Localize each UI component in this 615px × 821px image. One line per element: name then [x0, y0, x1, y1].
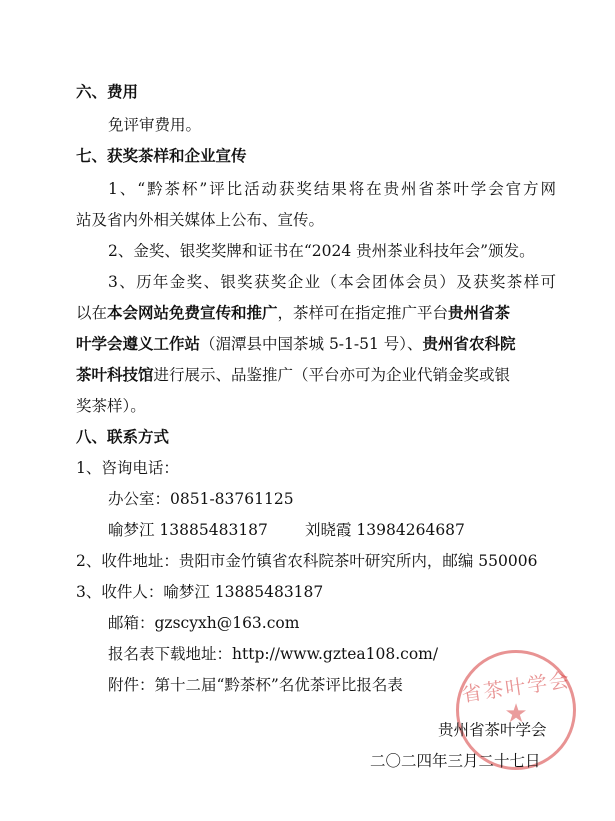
p3-line3-text-b: （湄潭县中国茶城 5-1-51 号）、 — [200, 335, 423, 353]
p3-line4-text-b: 进行展示、品鉴推广（平台亦可为企业代销金奖或银 — [153, 366, 511, 384]
p3-line3-bold-academy: 贵州省农科院 — [422, 334, 516, 353]
contact-email: 邮箱：gzscyxh@163.com — [108, 614, 300, 632]
contact-office-phone: 办公室：0851-83761125 — [108, 490, 294, 508]
p3-line2-bold-website: 本会网站免费宣传和推广 — [107, 303, 278, 322]
contact-person-yu: 喻梦江 13885483187 — [108, 521, 268, 539]
publicity-p1-line2: 站及省内外相关媒体上公布、宣传。 — [76, 211, 325, 229]
seal-star-icon: ★ — [504, 699, 528, 729]
publicity-p3-line2 — [76, 303, 510, 323]
signature-date: 二〇二四年三月二十七日 — [370, 752, 541, 770]
section-six-heading: 六、费用 — [76, 83, 139, 101]
signature-org: 贵州省茶叶学会 — [438, 721, 547, 739]
publicity-p3-line3 — [76, 334, 516, 354]
publicity-p3-line1: 3、历年金奖、银奖获奖企业（本会团体会员）及获奖茶样可 — [108, 273, 556, 291]
section-eight-heading: 八、联系方式 — [76, 428, 170, 446]
publicity-p3-line5: 奖茶样）。 — [76, 397, 146, 415]
section-seven-heading: 七、获奖茶样和企业宣传 — [76, 147, 247, 165]
contact-address: 2、收件地址：贵阳市金竹镇省农科院茶叶研究所内，邮编 550006 — [76, 552, 538, 570]
contact-attachment: 附件：第十二届“黔茶杯”名优茶评比报名表 — [108, 676, 403, 694]
publicity-p1-line1: 1、“黔茶杯”评比活动获奖结果将在贵州省茶叶学会官方网 — [108, 180, 556, 198]
p3-line3-bold-zunyi: 叶学会遵义工作站 — [76, 334, 201, 353]
contact-download-url: 报名表下载地址：http://www.gztea108.com/ — [108, 645, 439, 663]
seal-text: 省茶叶学会 — [460, 667, 573, 707]
p3-line4-bold-museum: 茶叶科技馆 — [76, 365, 154, 384]
p3-line2-bold-gz-tea: 贵州省茶 — [448, 303, 511, 322]
contact-item-phone: 1、咨询电话： — [76, 459, 179, 477]
publicity-p2-line1: 2、金奖、银奖奖牌和证书在“2024 贵州茶业科技年会”颁发。 — [108, 242, 535, 260]
p3-line2-text-c: ，茶样可在指定推广平台 — [277, 304, 449, 322]
contact-recipient: 3、收件人：喻梦江 13885483187 — [76, 583, 324, 601]
fee-body: 免评审费用。 — [108, 116, 202, 134]
p3-line2-text-a: 以在 — [76, 304, 108, 322]
publicity-p3-line4 — [76, 365, 510, 385]
contact-person-liu: 刘晓霞 13984264687 — [305, 521, 465, 539]
